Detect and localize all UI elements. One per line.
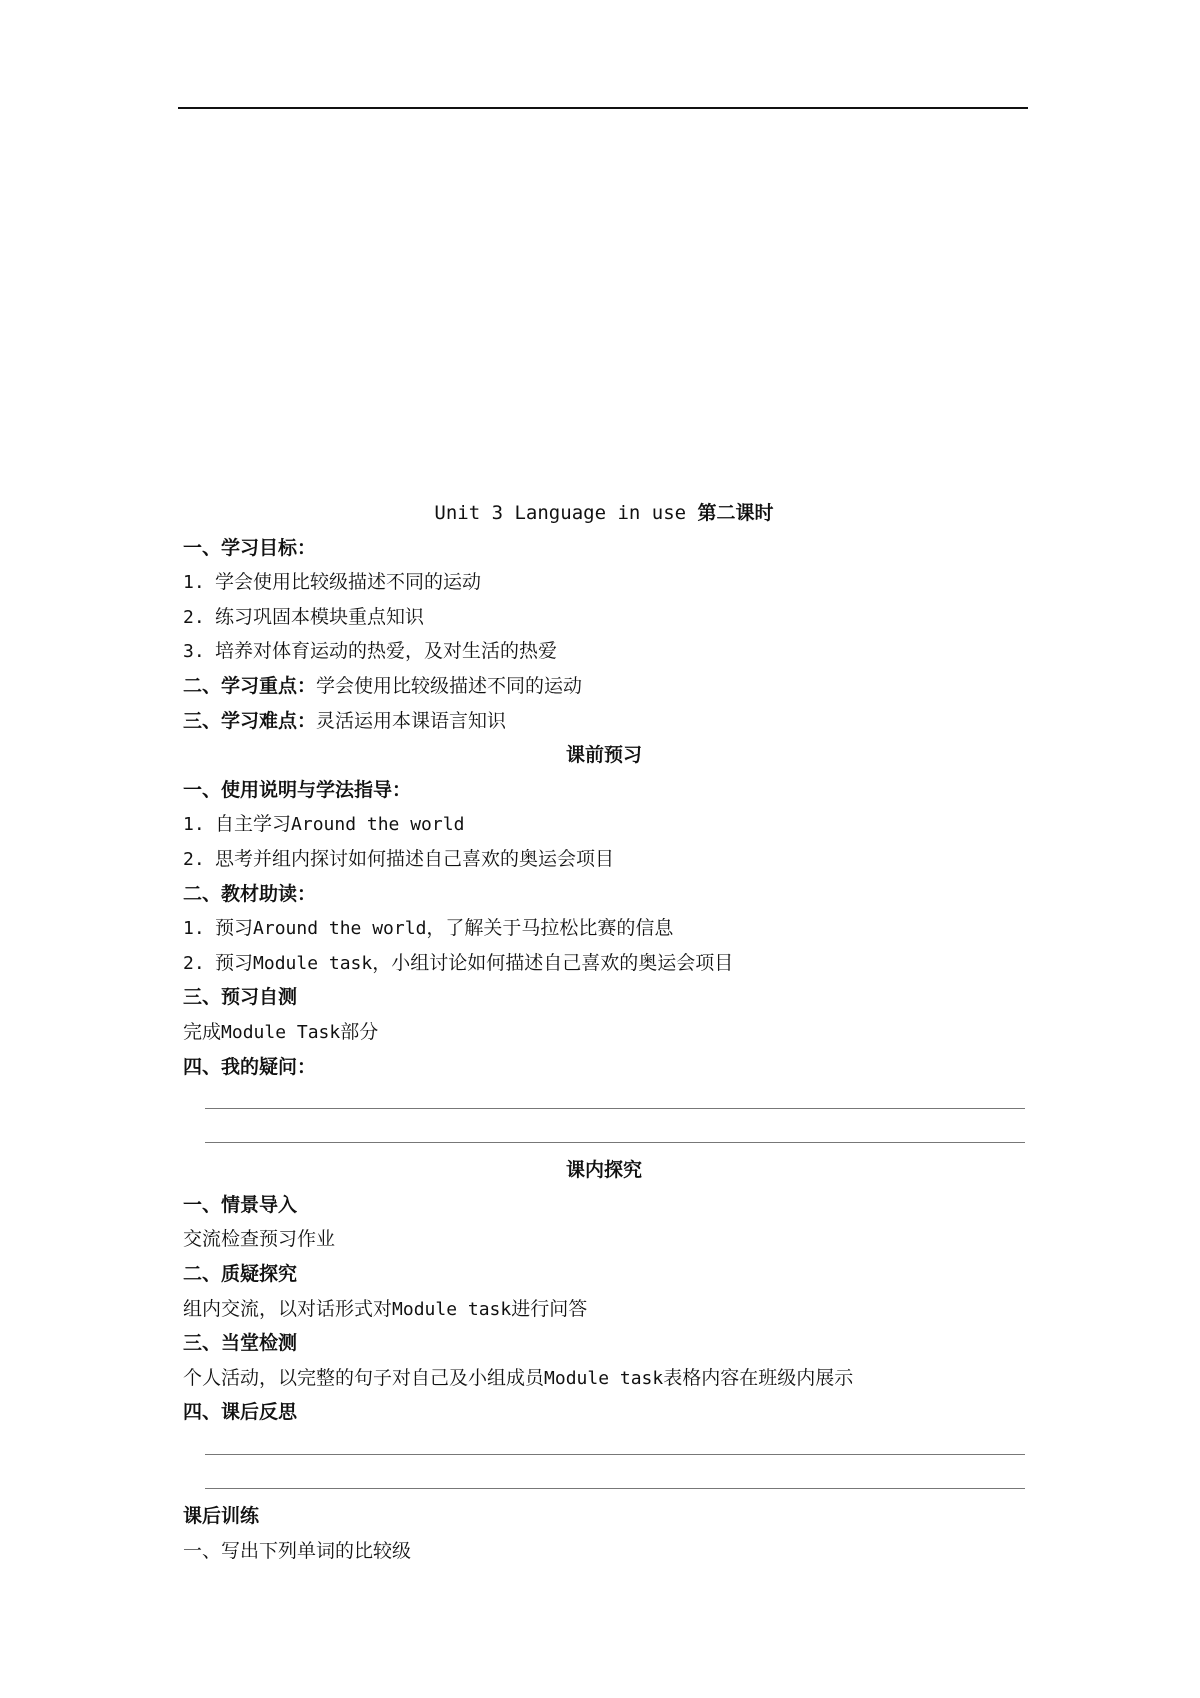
reading-heading: 二、教材助读：	[183, 882, 317, 905]
header-rule	[178, 107, 1028, 109]
intro-heading: 一、情景导入	[183, 1193, 298, 1216]
document-body	[183, 496, 1025, 1568]
usage-item: 2. 思考并组内探讨如何描述自己喜欢的奥运会项目	[183, 847, 615, 870]
goals-heading: 一、学习目标：	[183, 536, 317, 559]
after-class-item: 一、写出下列单词的比较级	[183, 1539, 412, 1562]
title-chinese: 第二课时	[697, 502, 774, 524]
after-class-heading: 课后训练	[183, 1505, 260, 1528]
usage-item: 1. 自主学习Around the world	[183, 813, 465, 836]
selftest-text: 完成Module Task部分	[183, 1020, 379, 1043]
answer-line[interactable]	[183, 1119, 1025, 1154]
inquiry-heading: 二、质疑探究	[183, 1263, 298, 1286]
reflection-line[interactable]	[183, 1465, 1025, 1500]
questions-heading: 四、我的疑问：	[183, 1055, 317, 1078]
title-english: Unit 3 Language in use	[434, 502, 687, 524]
selftest-heading: 三、预习自测	[183, 986, 298, 1009]
answer-line[interactable]	[183, 1084, 1025, 1119]
reading-item: 1. 预习Around the world，了解关于马拉松比赛的信息	[183, 917, 674, 940]
check-heading: 三、当堂检测	[183, 1332, 298, 1355]
keypoint-line: 二、学习重点：学会使用比较级描述不同的运动	[183, 674, 583, 697]
reading-item: 2. 预习Module task，小组讨论如何描述自己喜欢的奥运会项目	[183, 951, 734, 974]
usage-heading: 一、使用说明与学法指导：	[183, 778, 412, 801]
reflection-heading: 四、课后反思	[183, 1401, 298, 1424]
difficulty-line: 三、学习难点：灵活运用本课语言知识	[183, 709, 507, 732]
goal-item: 1. 学会使用比较级描述不同的运动	[183, 571, 482, 594]
inquiry-text: 组内交流，以对话形式对Module task进行问答	[183, 1297, 588, 1320]
preview-heading: 课前预习	[565, 744, 642, 767]
inclass-heading: 课内探究	[565, 1159, 642, 1182]
goal-item: 2. 练习巩固本模块重点知识	[183, 605, 425, 628]
reflection-line[interactable]	[183, 1430, 1025, 1465]
goal-item: 3. 培养对体育运动的热爱，及对生活的热爱	[183, 640, 558, 663]
intro-text: 交流检查预习作业	[183, 1228, 336, 1251]
document-title	[183, 496, 1025, 531]
check-text: 个人活动，以完整的句子对自己及小组成员Module task表格内容在班级内展示	[183, 1366, 854, 1389]
